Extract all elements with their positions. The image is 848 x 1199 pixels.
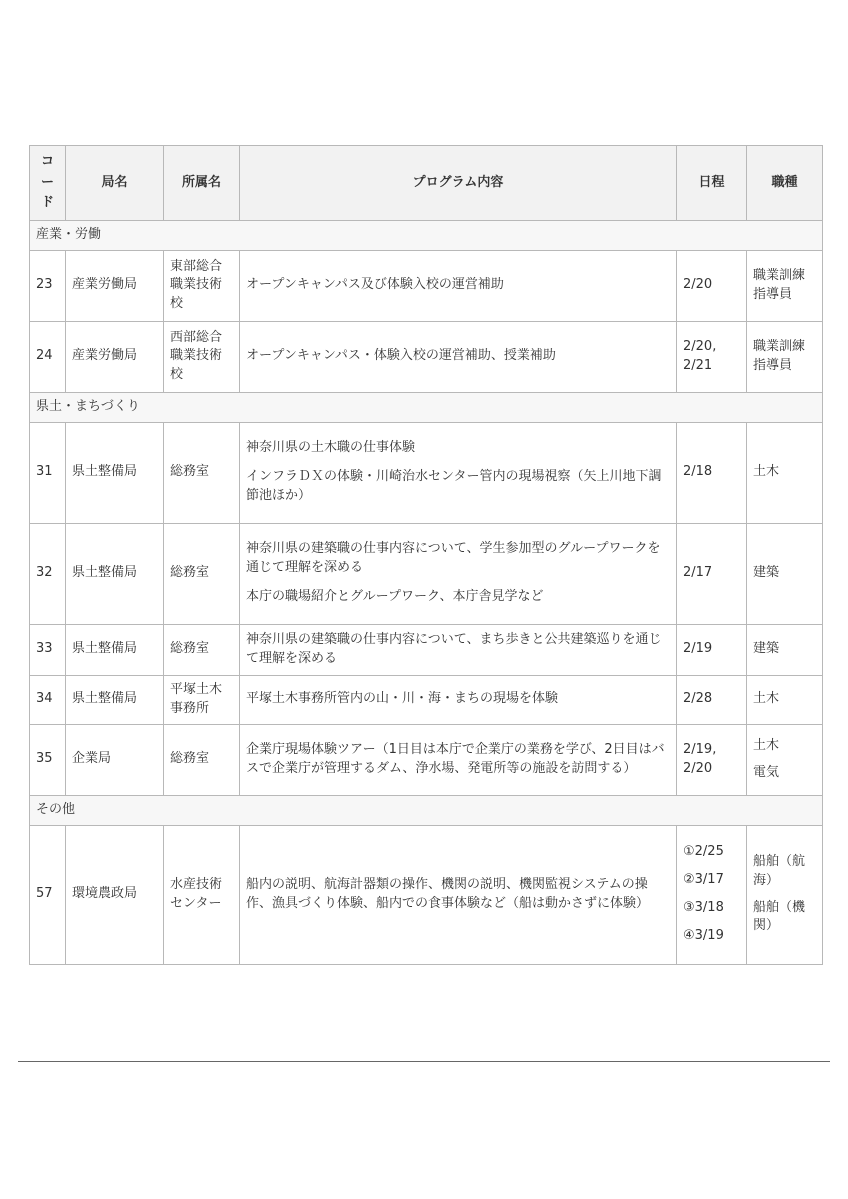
bottom-divider <box>18 1061 830 1062</box>
header-row <box>30 146 823 221</box>
schedule-date: 2/20, <box>683 339 717 354</box>
cell-schedule <box>677 724 747 795</box>
cell-schedule <box>677 624 747 675</box>
cell-job <box>747 321 823 392</box>
schedule-date: ④3/19 <box>683 927 724 943</box>
table-row <box>30 422 823 523</box>
cell-schedule <box>677 321 747 392</box>
cell-affiliation: 総務室 <box>164 624 240 675</box>
program-line: オープンキャンパス・体験入校の運営補助、授業補助 <box>246 348 556 364</box>
header-schedule: 日程 <box>677 146 747 221</box>
cell-schedule <box>677 523 747 624</box>
job-type: 土木 <box>753 691 780 707</box>
header-bureau: 局名 <box>66 146 164 221</box>
job-type: 土木 <box>753 737 780 753</box>
job-type: 土木 <box>753 464 780 480</box>
cell-job <box>747 724 823 795</box>
cell-affiliation: 総務室 <box>164 523 240 624</box>
table-row <box>30 523 823 624</box>
schedule-date: 2/21 <box>683 357 713 373</box>
cell-code: 34 <box>30 675 66 724</box>
cell-bureau: 企業局 <box>66 724 164 795</box>
cell-affiliation: 総務室 <box>164 422 240 523</box>
schedule-date: 2/28 <box>683 691 713 707</box>
schedule-date: 2/20 <box>683 277 713 293</box>
schedule-date: ①2/25 <box>683 844 724 860</box>
table-row <box>30 250 823 321</box>
category-row-kendo <box>30 392 823 422</box>
program-line: 神奈川県の建築職の仕事内容について、まち歩きと公共建築巡りを通じて理解を深める <box>246 631 662 666</box>
job-type: 船舶（機関） <box>753 899 806 934</box>
cell-job <box>747 523 823 624</box>
category-label: 県土・まちづくり <box>30 392 823 422</box>
program-line: 平塚土木事務所管内の山・川・海・まちの現場を体験 <box>246 691 559 707</box>
table-row <box>30 624 823 675</box>
cell-bureau: 環境農政局 <box>66 825 164 964</box>
schedule-date: 2/20 <box>683 760 713 776</box>
cell-bureau: 県土整備局 <box>66 523 164 624</box>
table-row <box>30 321 823 392</box>
cell-code: 23 <box>30 250 66 321</box>
header-code-char: コ <box>40 153 54 169</box>
cell-bureau: 県土整備局 <box>66 675 164 724</box>
cell-job <box>747 422 823 523</box>
job-type: 船舶（航海） <box>753 853 806 888</box>
program-line: オープンキャンパス及び体験入校の運営補助 <box>246 277 504 293</box>
cell-job <box>747 250 823 321</box>
table-row <box>30 675 823 724</box>
cell-bureau: 県土整備局 <box>66 422 164 523</box>
table-row <box>30 724 823 795</box>
cell-bureau: 県土整備局 <box>66 624 164 675</box>
category-row-sangyo <box>30 221 823 251</box>
table-row <box>30 825 823 964</box>
cell-code: 24 <box>30 321 66 392</box>
cell-code: 35 <box>30 724 66 795</box>
program-line: 神奈川県の建築職の仕事内容について、学生参加型のグループワークを通じて理解を深める <box>246 541 661 576</box>
schedule-date: 2/17 <box>683 565 713 581</box>
cell-program <box>240 675 677 724</box>
cell-schedule <box>677 422 747 523</box>
schedule-date: 2/19 <box>683 641 713 657</box>
category-label: 産業・労働 <box>30 221 823 251</box>
schedule-date: 2/19, <box>683 741 717 757</box>
cell-schedule <box>677 250 747 321</box>
cell-affiliation: 西部総合職業技術校 <box>164 321 240 392</box>
header-job: 職種 <box>747 146 823 221</box>
cell-schedule <box>677 675 747 724</box>
cell-program <box>240 321 677 392</box>
schedule-date: ③3/18 <box>683 900 724 916</box>
program-line: 神奈川県の土木職の仕事体験 <box>246 440 416 456</box>
cell-program <box>240 422 677 523</box>
cell-program <box>240 724 677 795</box>
cell-affiliation: 総務室 <box>164 724 240 795</box>
schedule-date: ②3/17 <box>683 872 724 888</box>
cell-schedule <box>677 825 747 964</box>
category-row-sonota <box>30 795 823 825</box>
job-type: 職業訓練指導員 <box>753 268 806 302</box>
job-type: 職業訓練指導員 <box>753 339 806 373</box>
cell-program <box>240 523 677 624</box>
cell-code: 31 <box>30 422 66 523</box>
cell-bureau: 産業労働局 <box>66 250 164 321</box>
schedule-date: 2/18 <box>683 464 713 480</box>
program-line: 本庁の職場紹介とグループワーク、本庁舎見学など <box>246 589 544 605</box>
cell-job <box>747 825 823 964</box>
header-code <box>30 146 66 221</box>
cell-program <box>240 825 677 964</box>
cell-job <box>747 624 823 675</box>
cell-affiliation: 平塚土木事務所 <box>164 675 240 724</box>
program-table <box>29 145 823 965</box>
cell-code: 32 <box>30 523 66 624</box>
program-line: インフラＤＸの体験・川崎治水センター管内の現場視察（矢上川地下調節池ほか） <box>246 469 662 504</box>
cell-code: 57 <box>30 825 66 964</box>
header-program: プログラム内容 <box>240 146 677 221</box>
cell-job <box>747 675 823 724</box>
category-label: その他 <box>30 795 823 825</box>
header-code-char: ド <box>40 195 54 211</box>
cell-program <box>240 624 677 675</box>
job-type: 建築 <box>753 565 780 581</box>
cell-code: 33 <box>30 624 66 675</box>
cell-program <box>240 250 677 321</box>
cell-affiliation: 水産技術センター <box>164 825 240 964</box>
job-type: 建築 <box>753 641 780 657</box>
cell-bureau: 産業労働局 <box>66 321 164 392</box>
cell-affiliation: 東部総合職業技術校 <box>164 250 240 321</box>
job-type: 電気 <box>753 764 780 780</box>
program-line: 企業庁現場体験ツアー（1日目は本庁で企業庁の業務を学び、2日目はバスで企業庁が管理するダム、浄水場、発電所等の施設を訪問する） <box>246 741 665 776</box>
header-affiliation: 所属名 <box>164 146 240 221</box>
header-code-char: ー <box>40 174 54 190</box>
program-line: 船内の説明、航海計器類の操作、機関の説明、機関監視システムの操作、漁具づくり体験、船内での食事体験など（船は動かさずに体験） <box>246 876 650 911</box>
